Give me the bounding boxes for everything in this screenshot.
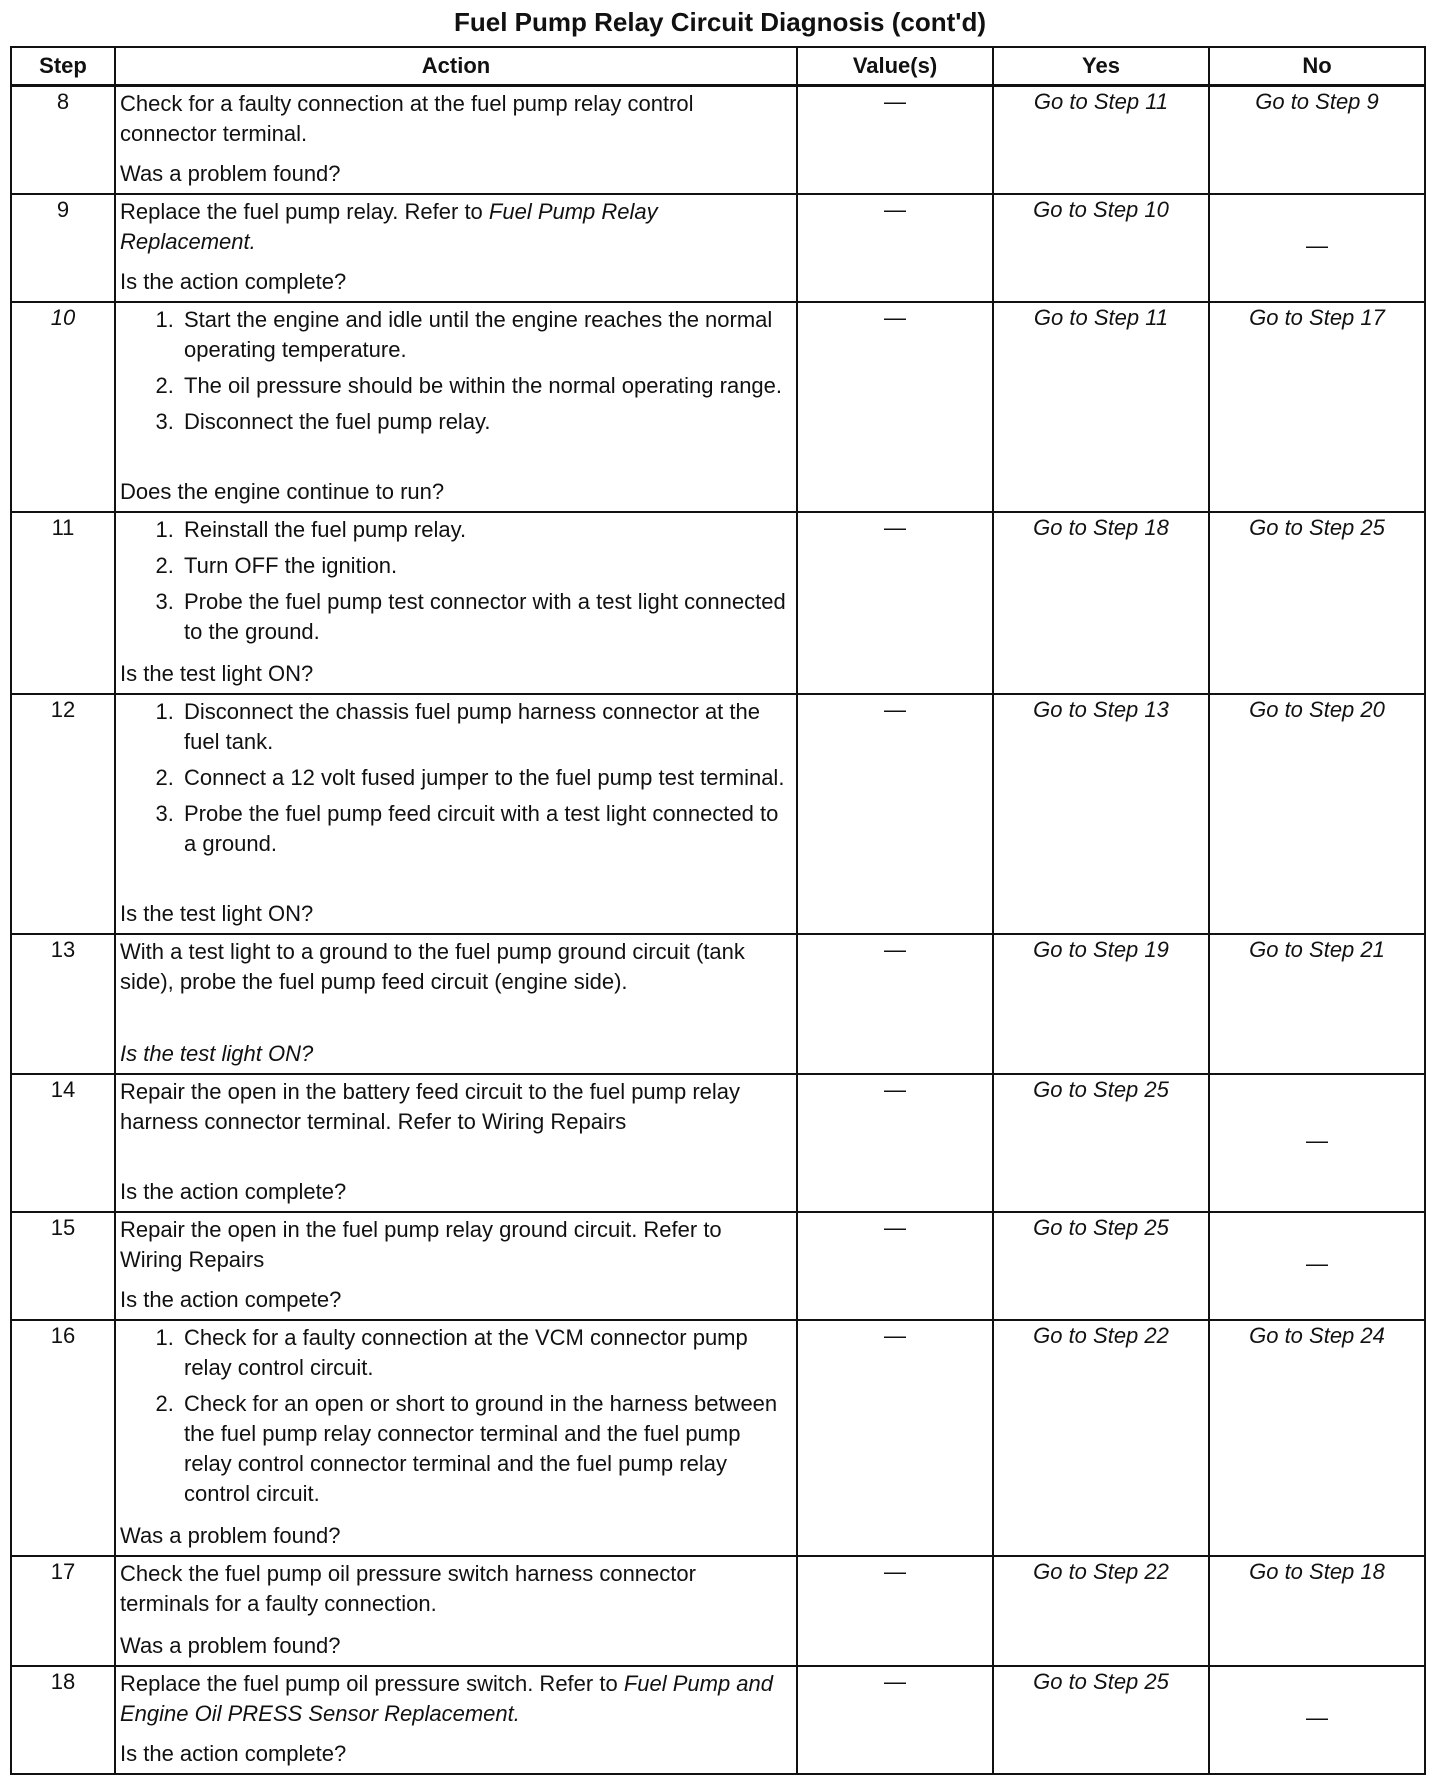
action-step: 1. Disconnect the chassis fuel pump harness connector at the fuel tank. xyxy=(180,697,790,757)
table-row xyxy=(11,1556,1425,1666)
action-step: 2. Check for an open or short to ground in the harness between the fuel pump relay connector terminal and the fuel pump relay control connector terminal and the fuel pump relay control circuit. xyxy=(180,1389,790,1509)
table-row xyxy=(11,694,1425,934)
action-text: Repair the open in the fuel pump relay ground circuit. Refer to Wiring Repairs xyxy=(120,1216,722,1272)
action-cell xyxy=(115,1212,797,1320)
action-cell xyxy=(115,694,797,934)
value-cell: — xyxy=(797,1556,993,1666)
yes-cell: Go to Step 22 xyxy=(993,1556,1209,1666)
step-number: 16 xyxy=(11,1320,115,1556)
step-number: 17 xyxy=(11,1556,115,1666)
value-cell: — xyxy=(797,934,993,1074)
step-number: 12 xyxy=(11,694,115,934)
value-cell: — xyxy=(797,512,993,694)
table-row xyxy=(11,512,1425,694)
action-steps xyxy=(120,697,790,859)
value-cell: — xyxy=(797,1666,993,1774)
value-cell: — xyxy=(797,1074,993,1212)
value-cell: — xyxy=(797,1320,993,1556)
page-title: Fuel Pump Relay Circuit Diagnosis (cont'd) xyxy=(453,7,987,37)
table-row xyxy=(11,302,1425,512)
action-question: Is the action compete? xyxy=(120,1286,342,1312)
no-cell: — xyxy=(1209,1212,1425,1320)
no-cell: Go to Step 9 xyxy=(1209,86,1425,194)
header-action: Action xyxy=(115,47,797,86)
action-text xyxy=(120,197,790,257)
no-cell: Go to Step 21 xyxy=(1209,934,1425,1074)
yes-cell: Go to Step 22 xyxy=(993,1320,1209,1556)
table-row xyxy=(11,1212,1425,1320)
action-question: Is the action complete? xyxy=(120,268,347,294)
step-number: 13 xyxy=(11,934,115,1074)
action-cell xyxy=(115,1666,797,1774)
action-text: Check for a faulty connection at the fuel pump relay control connector terminal. xyxy=(120,91,694,146)
diagnosis-table xyxy=(10,46,1426,1775)
action-step: 3. Disconnect the fuel pump relay. xyxy=(180,407,790,437)
action-question: Was a problem found? xyxy=(120,1632,341,1658)
no-cell: Go to Step 18 xyxy=(1209,1556,1425,1666)
action-cell xyxy=(115,934,797,1074)
yes-cell: Go to Step 25 xyxy=(993,1074,1209,1212)
step-number: 10 xyxy=(11,302,115,512)
table-row xyxy=(11,194,1425,302)
header-values: Value(s) xyxy=(797,47,993,86)
no-cell: — xyxy=(1209,194,1425,302)
table-row xyxy=(11,1074,1425,1212)
header-no: No xyxy=(1209,47,1425,86)
action-step: 1. Start the engine and idle until the engine reaches the normal operating temperature. xyxy=(180,305,790,365)
action-question: Is the action complete? xyxy=(120,1740,347,1766)
step-number: 11 xyxy=(11,512,115,694)
action-step: 1. Reinstall the fuel pump relay. xyxy=(180,515,790,545)
action-cell xyxy=(115,1074,797,1212)
header-step: Step xyxy=(11,47,115,86)
yes-cell: Go to Step 25 xyxy=(993,1212,1209,1320)
yes-cell: Go to Step 13 xyxy=(993,694,1209,934)
action-question: Is the action complete? xyxy=(120,1178,347,1204)
action-question: Is the test light ON? xyxy=(120,900,314,926)
action-text-prefix: Replace the fuel pump oil pressure switch. Refer to xyxy=(120,1670,624,1696)
yes-cell: Go to Step 11 xyxy=(993,86,1209,194)
no-cell: Go to Step 25 xyxy=(1209,512,1425,694)
action-question: Does the engine continue to run? xyxy=(120,478,445,504)
table-row xyxy=(11,86,1425,194)
step-number: 15 xyxy=(11,1212,115,1320)
header-yes: Yes xyxy=(993,47,1209,86)
action-cell xyxy=(115,86,797,194)
value-cell: — xyxy=(797,86,993,194)
action-steps xyxy=(120,1323,790,1509)
yes-cell: Go to Step 19 xyxy=(993,934,1209,1074)
action-step: 2. Connect a 12 volt fused jumper to the fuel pump test terminal. xyxy=(180,763,790,793)
value-cell: — xyxy=(797,302,993,512)
action-text: Repair the open in the battery feed circuit to the fuel pump relay harness connector terminal. Refer to Wiring Repairs xyxy=(120,1078,741,1134)
reference-link: Fuel Pump and Engine Oil PRESS Sensor Replacement. xyxy=(120,1670,774,1726)
yes-cell: Go to Step 25 xyxy=(993,1666,1209,1774)
action-step: 1. Check for a faulty connection at the VCM connector pump relay control circuit. xyxy=(180,1323,790,1383)
action-cell xyxy=(115,194,797,302)
action-step: 3. Probe the fuel pump feed circuit with a test light connected to a ground. xyxy=(180,799,790,859)
reference-link: Fuel Pump Relay Replacement. xyxy=(120,198,658,254)
action-step: 2. Turn OFF the ignition. xyxy=(180,551,790,581)
step-number: 9 xyxy=(11,194,115,302)
action-cell xyxy=(115,302,797,512)
step-number: 18 xyxy=(11,1666,115,1774)
action-cell xyxy=(115,1556,797,1666)
action-question: Is the test light ON? xyxy=(120,660,314,686)
step-number: 8 xyxy=(11,86,115,194)
action-step: 2. The oil pressure should be within the normal operating range. xyxy=(180,371,790,401)
action-question: Was a problem found? xyxy=(120,1522,341,1548)
yes-cell: Go to Step 10 xyxy=(993,194,1209,302)
value-cell: — xyxy=(797,694,993,934)
no-cell: Go to Step 17 xyxy=(1209,302,1425,512)
action-text: With a test light to a ground to the fuel pump ground circuit (tank side), probe the fuel pump feed circuit (engine side). xyxy=(120,938,745,994)
action-cell xyxy=(115,1320,797,1556)
no-cell: Go to Step 24 xyxy=(1209,1320,1425,1556)
action-question: Is the test light ON? xyxy=(120,1040,314,1066)
no-cell: Go to Step 20 xyxy=(1209,694,1425,934)
action-text: Check the fuel pump oil pressure switch harness connector terminals for a faulty connection. xyxy=(120,1560,696,1616)
action-step: 3. Probe the fuel pump test connector with a test light connected to the ground. xyxy=(180,587,790,647)
table-row xyxy=(11,934,1425,1074)
value-cell: — xyxy=(797,1212,993,1320)
table-row xyxy=(11,1666,1425,1774)
action-text-prefix: Replace the fuel pump relay. Refer to xyxy=(120,198,489,224)
table-header-row xyxy=(11,47,1425,86)
action-steps xyxy=(120,305,790,437)
action-steps xyxy=(120,515,790,647)
table-row xyxy=(11,1320,1425,1556)
no-cell: — xyxy=(1209,1074,1425,1212)
yes-cell: Go to Step 11 xyxy=(993,302,1209,512)
value-cell: — xyxy=(797,194,993,302)
action-question: Was a problem found? xyxy=(120,161,341,186)
no-cell: — xyxy=(1209,1666,1425,1774)
yes-cell: Go to Step 18 xyxy=(993,512,1209,694)
action-cell xyxy=(115,512,797,694)
action-text xyxy=(120,1669,790,1729)
step-number: 14 xyxy=(11,1074,115,1212)
